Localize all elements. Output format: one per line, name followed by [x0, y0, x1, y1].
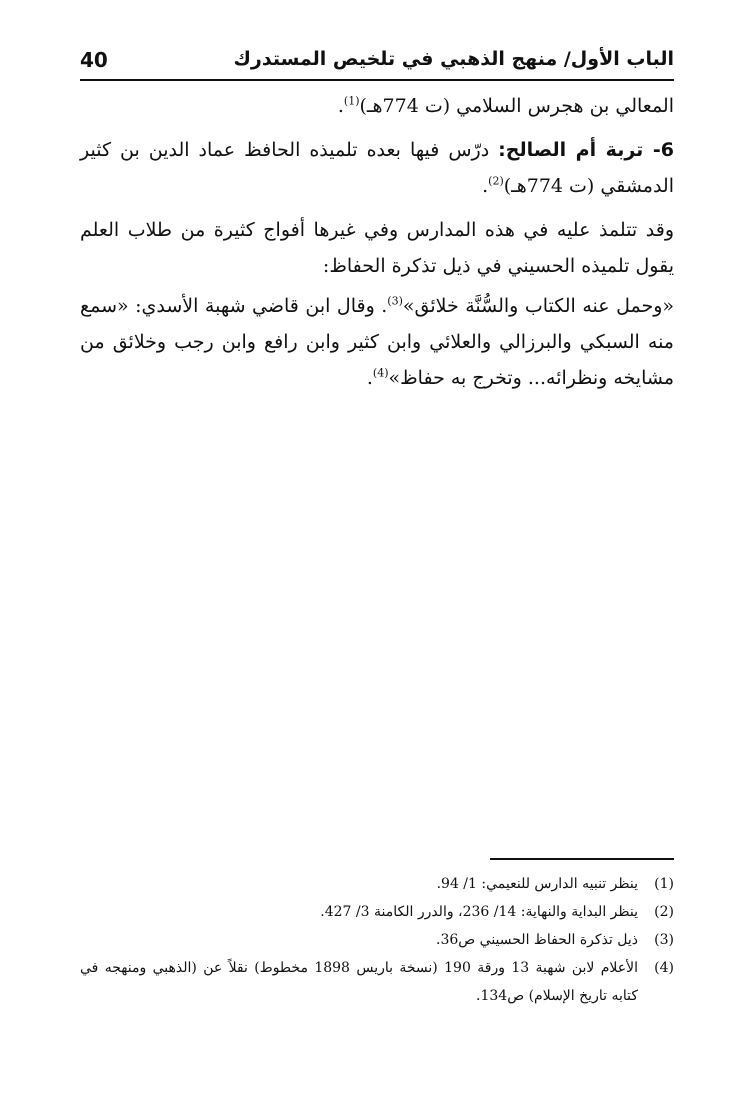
main-text [80, 88, 674, 404]
footnote-ref-2: (2) [488, 174, 504, 188]
footnote-item [80, 954, 674, 1010]
paragraph-1-end: . [337, 95, 344, 117]
paragraph-4-end: . [366, 367, 373, 389]
footnote-number: (3) [654, 932, 674, 948]
footnote-rule [490, 858, 674, 860]
footnote-ref-1: (1) [343, 94, 360, 108]
page-header [80, 44, 674, 80]
running-title: الباب الأول/ منهج الذهبي في تلخيص المستدرك [233, 48, 674, 70]
footnote-item [80, 926, 674, 954]
footnote-text: ذيل تذكرة الحفاظ الحسيني ص36. [436, 932, 638, 948]
footnote-number: (1) [654, 876, 674, 892]
page-number: 40 [80, 48, 108, 72]
footnote-ref-4: (4) [372, 366, 389, 380]
paragraph-4-text: . وقال ابن قاضي شهبة الأسدي: «سمع منه السبكي والبرزالي والعلائي وابن كثير وابن رافع وابن رجب وخلائق من مشايخه ونظرائه... وتخرج به حفاظ» [80, 295, 674, 389]
footnote-text: الأعلام لابن شهبة 13 ورقة 190 (نسخة باريس 1898 مخطوط) نقلاً عن (الذهبي ومنهجه في كتابه تاريخ الإسلام) ص134. [80, 960, 638, 1004]
quote-1: «وحمل عنه الكتاب والسُّنَّة خلائق» [402, 295, 674, 317]
paragraph-4 [80, 288, 674, 396]
footnote-number: (2) [654, 904, 674, 920]
footnote-item [80, 898, 674, 926]
paragraph-1-text: المعالي بن هجرس السلامي (ت 774هـ) [359, 95, 674, 117]
footnote-ref-3: (3) [387, 294, 403, 308]
footnote-text: ينظر البداية والنهاية: 14/ 236، والدرر الكامنة 3/ 427. [320, 904, 638, 920]
header-rule [80, 79, 674, 81]
footnotes [80, 870, 674, 1010]
paragraph-1 [80, 88, 674, 124]
paragraph-3-text: وقد تتلمذ عليه في هذه المدارس وفي غيرها أفواج كثيرة من طلاب العلم يقول تلميذه الحسيني في ذيل تذكرة الحفاظ: [80, 219, 674, 277]
footnote-text: ينظر تنبيه الدارس للنعيمي: 1/ 94. [436, 876, 638, 892]
paragraph-2 [80, 132, 674, 204]
paragraph-3 [80, 212, 674, 284]
paragraph-2-text: درّس فيها بعده تلميذه الحافظ عماد الدين بن كثير الدمشقي (ت 774هـ) [80, 139, 674, 197]
footnote-number: (4) [654, 960, 674, 976]
footnote-item [80, 870, 674, 898]
paragraph-2-end: . [482, 175, 489, 197]
paragraph-2-heading: 6- تربة أم الصالح: [498, 139, 674, 161]
